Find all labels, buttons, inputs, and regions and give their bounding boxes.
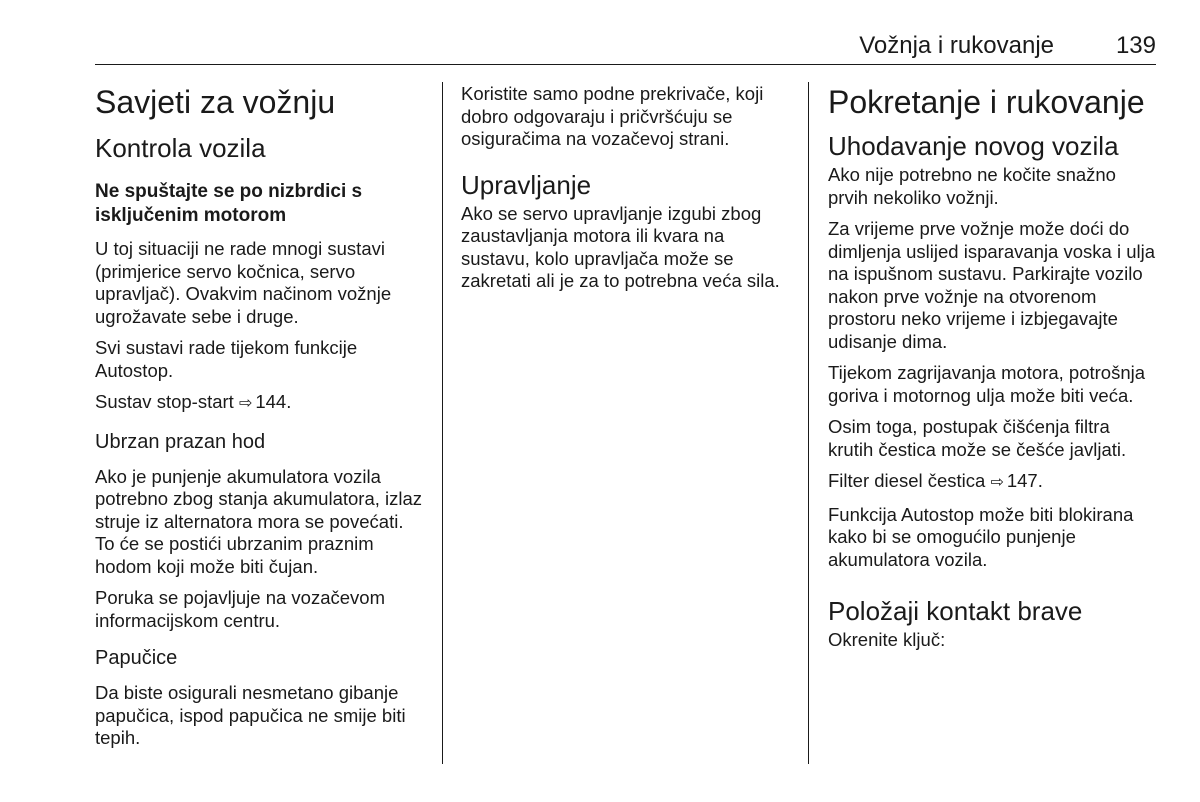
paragraph: Funkcija Autostop može biti blokirana kako bi se omogućilo punjenje akumulatora vozila. — [828, 503, 1134, 570]
page-header — [95, 30, 1156, 65]
heading-start-operation: Pokretanje i rukovanje — [828, 84, 1145, 120]
paragraph: Svi sustavi rade tijekom funkcije Autostop. — [95, 337, 358, 381]
paragraph: U toj situaciji ne rade mnogi sustavi (primjerice servo kočnica, servo upravljač). Ovakvim načinom vožnje ugrožavate sebe i druge. — [95, 238, 392, 327]
section-title: Vožnja i rukovanje — [859, 32, 1054, 59]
paragraph: Ako se servo upravljanje izgubi zbog zaustavljanja motora ili kvara na sustavu, kolo upravljača može se zakretati ali je za to potrebna veća sila. — [461, 202, 780, 291]
paragraph: Ako je punjenje akumulatora vozila potrebno zbog stanja akumulatora, izlaz struje iz alternatora mora se povećati. To će se postići ubrzanim praznim hodom koji može biti čujan. — [95, 465, 423, 577]
paragraph: Da biste osigurali nesmetano gibanje papučica, ispod papučica ne smije biti tepih. — [95, 682, 406, 748]
heading-pedals: Papučice — [95, 647, 178, 669]
column-1 — [95, 80, 427, 759]
heading-steering: Upravljanje — [461, 169, 592, 200]
paragraph: Koristite samo podne prekrivače, koji dobro odgovaraju i pričvršćuju se osiguračima na vozačevoj strani. — [461, 83, 764, 149]
paragraph: Osim toga, postupak čišćenja filtra krutih čestica može se češće javljati. — [828, 416, 1127, 460]
paragraph: Poruka se pojavljuje na vozačevom informacijskom centru. — [95, 587, 385, 631]
page-number: 139 — [1115, 32, 1156, 59]
column-2 — [461, 80, 793, 302]
paragraph-reference — [828, 470, 1160, 495]
column-divider-2 — [808, 82, 809, 764]
reference-arrow-icon: ⇨ — [238, 395, 253, 412]
reference-arrow-icon: ⇨ — [990, 474, 1004, 491]
heading-break-in: Uhodavanje novog vozila — [828, 131, 1119, 161]
heading-ignition: Položaji kontakt brave — [828, 596, 1083, 626]
heading-driving-tips: Savjeti za vožnju — [95, 84, 336, 120]
paragraph: Za vrijeme prve vožnje može doći do dimljenja uslijed isparavanja voska i ulja na ispušnom sustavu. Parkirajte vozilo nakon prve vožnje na otvorenom prostoru neko vrijeme i izbjegavajte udisanje dima. — [828, 218, 1156, 352]
paragraph: Ako nije potrebno ne kočite snažno prvih nekoliko vožnji. — [828, 164, 1116, 208]
reference-page: 144. — [255, 391, 292, 412]
column-divider-1 — [442, 82, 443, 764]
paragraph-reference — [95, 391, 427, 416]
paragraph: Tijekom zagrijavanja motora, potrošnja goriva i motornog ulja može biti veća. — [828, 362, 1146, 406]
heading-descent-line2: isključenim motorom — [95, 205, 287, 226]
column-3 — [828, 80, 1160, 661]
heading-descent-line1: Ne spuštajte se po nizbrdici s — [95, 181, 363, 202]
heading-vehicle-control: Kontrola vozila — [95, 133, 266, 163]
reference-page: 147. — [1006, 470, 1043, 491]
reference-text: Filter diesel čestica — [828, 470, 986, 491]
heading-fast-idle: Ubrzan prazan hod — [95, 430, 266, 453]
reference-text: Sustav stop-start — [95, 391, 234, 412]
heading-descent — [95, 180, 427, 228]
paragraph: Okrenite ključ: — [828, 629, 946, 650]
